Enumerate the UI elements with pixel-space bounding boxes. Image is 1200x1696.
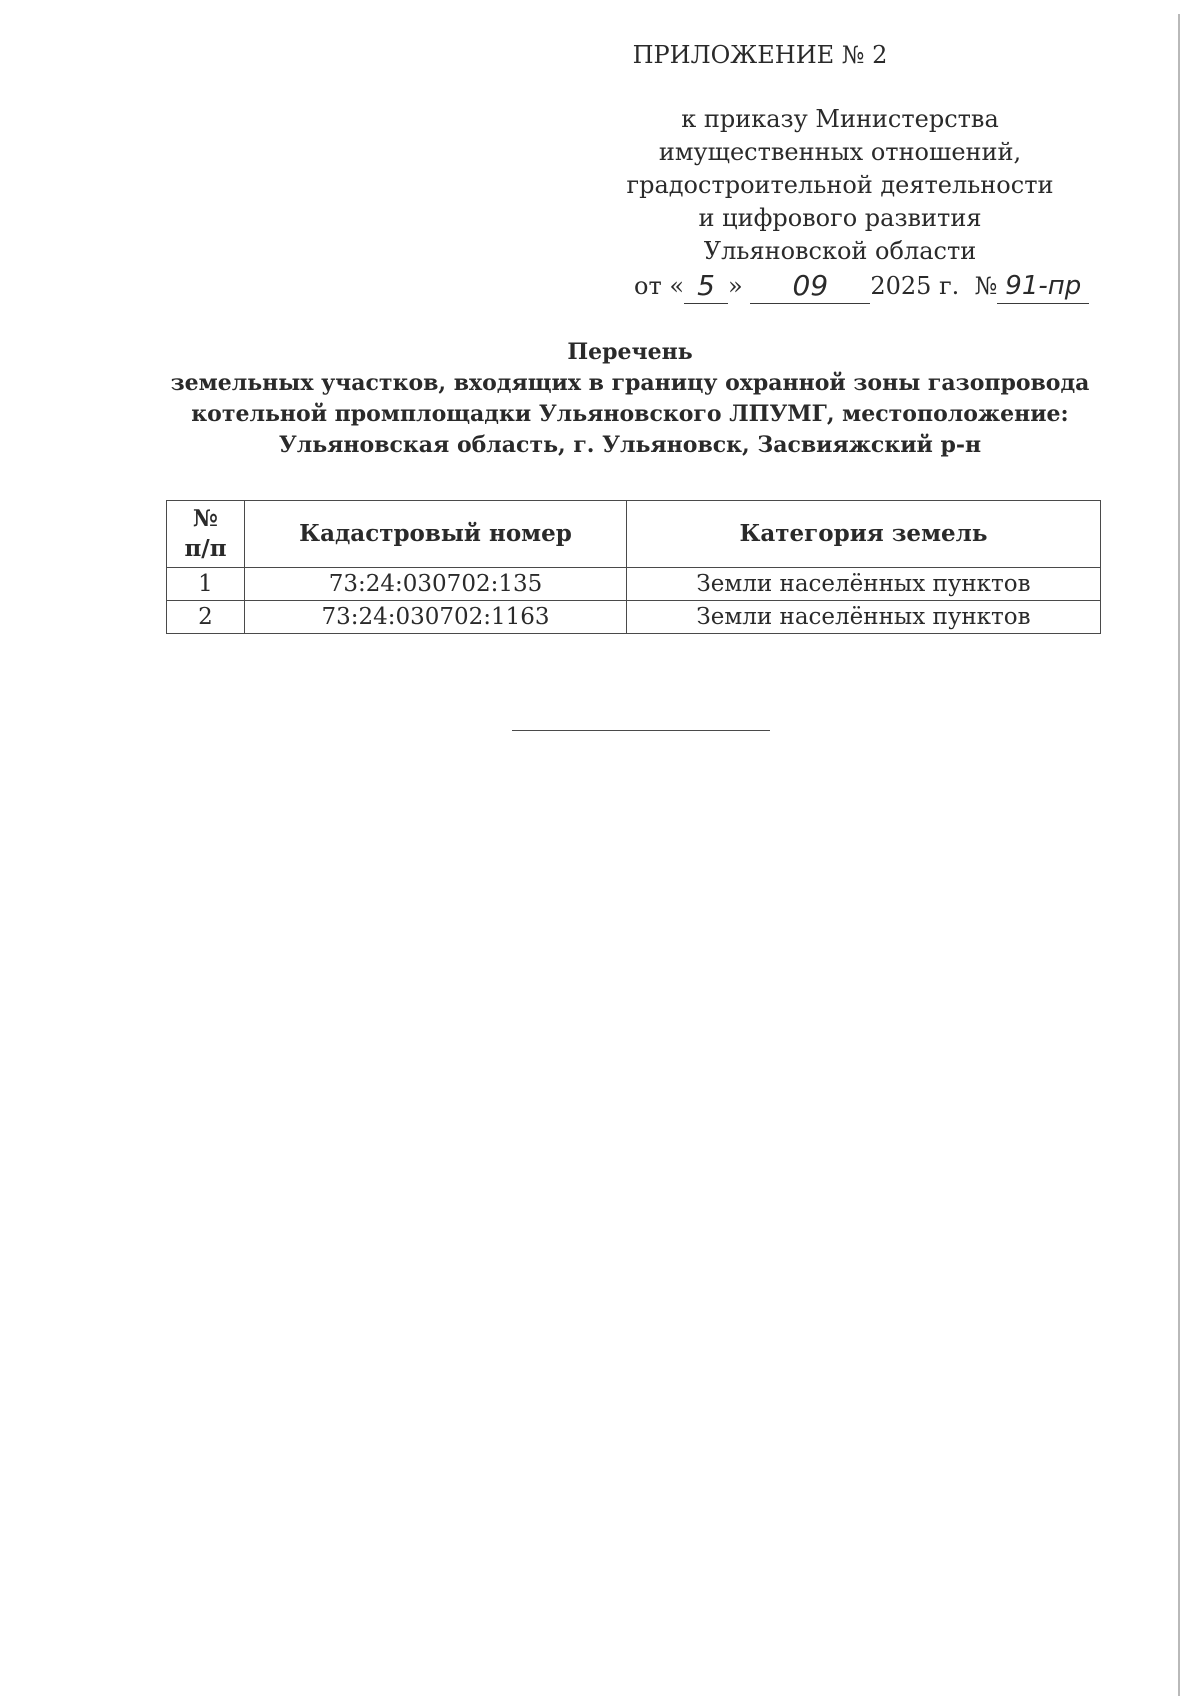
cell-cadastral: 73:24:030702:1163 xyxy=(245,601,627,634)
date-month-handwritten: 09 xyxy=(750,269,870,304)
heading-line: Ульяновская область, г. Ульяновск, Засвияжский р-н xyxy=(278,432,982,458)
order-line: к приказу Министерства xyxy=(681,105,999,133)
annex-title: ПРИЛОЖЕНИЕ № 2 xyxy=(632,41,888,69)
order-date-line xyxy=(634,268,1089,304)
header-number xyxy=(167,501,245,568)
order-line: градостроительной деятельности xyxy=(626,171,1054,199)
cell-number: 1 xyxy=(167,568,245,601)
page-edge-line xyxy=(1178,14,1180,1696)
date-day-handwritten: 5 xyxy=(684,269,728,304)
table-row xyxy=(167,601,1101,634)
end-rule xyxy=(512,730,770,731)
header-number-abbr: п/п xyxy=(184,535,227,562)
cell-category: Земли населённых пунктов xyxy=(627,601,1101,634)
heading-line: котельной промплощадки Ульяновского ЛПУМГ, местоположение: xyxy=(191,401,1069,427)
land-plots-table xyxy=(166,500,1101,634)
header-number-sign: № xyxy=(193,505,218,532)
heading-line: земельных участков, входящих в границу охранной зоны газопровода xyxy=(170,370,1090,396)
document-heading xyxy=(140,337,1120,461)
order-reference xyxy=(600,103,1080,268)
date-prefix: от « xyxy=(634,272,685,300)
cell-number: 2 xyxy=(167,601,245,634)
cell-cadastral: 73:24:030702:135 xyxy=(245,568,627,601)
header-category: Категория земель xyxy=(627,501,1101,568)
order-number-prefix: № xyxy=(974,272,998,300)
order-number-handwritten: 91-пр xyxy=(997,269,1089,304)
table-header-row xyxy=(167,501,1101,568)
header-cadastral: Кадастровый номер xyxy=(245,501,627,568)
table-row xyxy=(167,568,1101,601)
cell-category: Земли населённых пунктов xyxy=(627,568,1101,601)
heading-title: Перечень xyxy=(567,339,693,365)
date-year: 2025 г. xyxy=(870,272,960,300)
date-quote-close: » xyxy=(728,272,743,300)
order-line: и цифрового развития xyxy=(698,204,982,232)
order-line: имущественных отношений, xyxy=(658,138,1022,166)
order-line: Ульяновской области xyxy=(703,237,977,265)
